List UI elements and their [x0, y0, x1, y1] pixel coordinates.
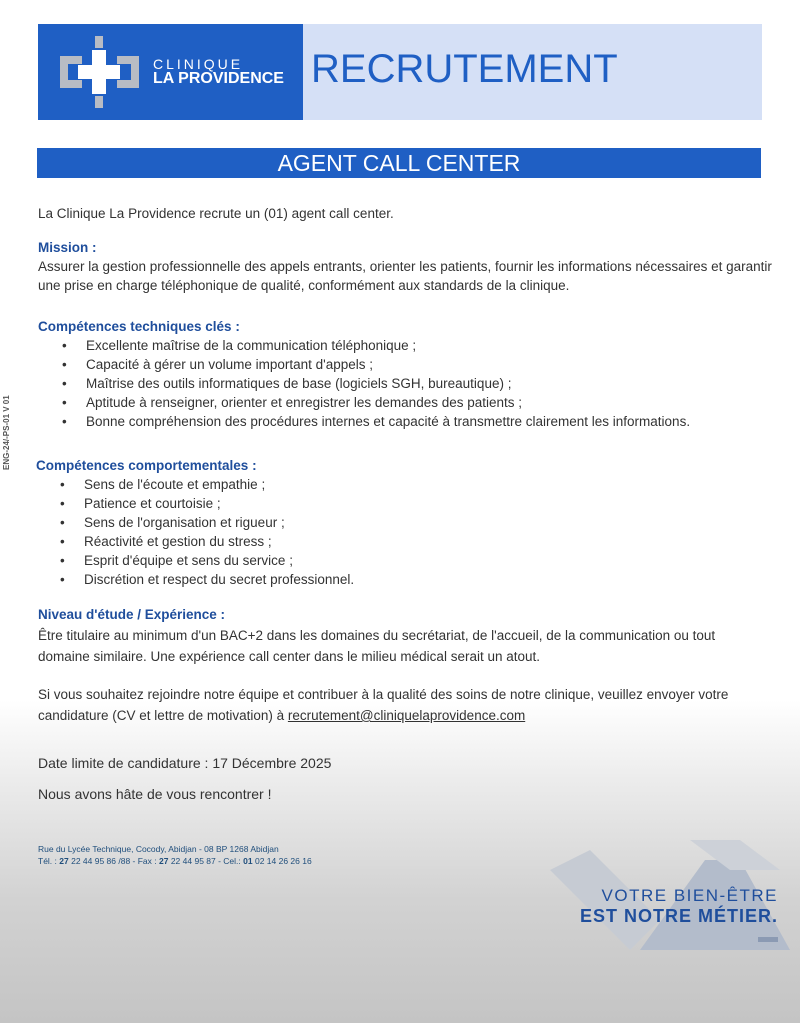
phones: [38, 855, 312, 867]
list-item: • Capacité à gérer un volume important d'appels ;: [38, 355, 778, 374]
list-item: • Bonne compréhension des procédures internes et capacité à transmettre clairement les informations.: [38, 412, 778, 431]
cross-logo-icon: [52, 36, 147, 108]
level-heading: Niveau d'étude / Expérience :: [38, 607, 226, 622]
list-item: • Aptitude à renseigner, orienter et enregistrer les demandes des patients ;: [38, 393, 778, 412]
header: [38, 24, 762, 120]
list-item: • Esprit d'équipe et sens du service ;: [36, 551, 354, 570]
header-title: RECRUTEMENT: [303, 24, 762, 120]
list-item: • Réactivité et gestion du stress ;: [36, 532, 354, 551]
job-title: AGENT CALL CENTER: [37, 148, 761, 178]
cel-number: 02 14 26 26 16: [252, 856, 312, 866]
logo: [38, 24, 303, 120]
tech-heading: Compétences techniques clés :: [38, 319, 240, 334]
slogan-line2: EST NOTRE MÉTIER.: [579, 906, 778, 926]
slogan-dash: [758, 937, 778, 942]
list-item: • Maîtrise des outils informatiques de base (logiciels SGH, bureautique) ;: [38, 374, 778, 393]
address-block: [38, 843, 312, 867]
slogan: [580, 886, 778, 942]
apply-section: [38, 684, 778, 726]
logo-line1: CLINIQUE: [153, 56, 244, 72]
behav-heading: Compétences comportementales :: [36, 458, 257, 473]
slogan-line1: VOTRE BIEN-ÊTRE: [601, 886, 778, 905]
level-section: [38, 604, 758, 667]
fax-number: 22 44 95 87 - Cel.:: [168, 856, 244, 866]
tech-section: [38, 317, 778, 431]
tel-label: Tél. :: [38, 856, 60, 866]
address: Rue du Lycée Technique, Cocody, Abidjan - 08 BP 1268 Abidjan: [38, 844, 279, 854]
email-link[interactable]: recrutement@cliniquelaprovidence.com: [287, 708, 526, 723]
tel-prefix: 27: [59, 856, 69, 866]
fax-prefix: 27: [159, 856, 169, 866]
behav-section: [36, 456, 354, 589]
list-item: • Patience et courtoisie ;: [36, 494, 354, 513]
deadline: Date limite de candidature : 17 Décembre 2025: [38, 755, 332, 771]
list-item: • Discrétion et respect du secret professionnel.: [36, 570, 354, 589]
intro: La Clinique La Providence recrute un (01) agent call center.: [38, 206, 394, 221]
level-text: Être titulaire au minimum d'un BAC+2 dans les domaines du secrétariat, de l'accueil, de la communication ou tout domaine similaire. Une expérience call center dans le milieu médical serait un atout.: [38, 628, 716, 664]
list-item: • Sens de l'organisation et rigueur ;: [36, 513, 354, 532]
cel-prefix: 01: [243, 856, 253, 866]
tel-number: 22 44 95 86 /88 - Fax :: [68, 856, 159, 866]
logo-line2: LA PROVIDENCE: [153, 70, 284, 87]
list-item: • Sens de l'écoute et empathie ;: [36, 475, 354, 494]
document-code: ENG-24/-PS-01 V 01: [2, 395, 11, 470]
list-item: • Excellente maîtrise de la communication téléphonique ;: [38, 336, 778, 355]
closing: Nous avons hâte de vous rencontrer !: [38, 786, 272, 802]
mission-text: Assurer la gestion professionnelle des appels entrants, orienter les patients, fournir les informations nécessaires et garantir une prise en charge téléphonique de qualité, conformément aux standards de la clinique.: [38, 259, 772, 293]
apply-text: Si vous souhaitez rejoindre notre équipe et contribuer à la qualité des soins de notre clinique, veuillez envoyer votre candidature (CV et lettre de motivation) à: [38, 687, 729, 723]
mission-heading: Mission :: [38, 240, 97, 255]
mission-section: [38, 238, 788, 295]
